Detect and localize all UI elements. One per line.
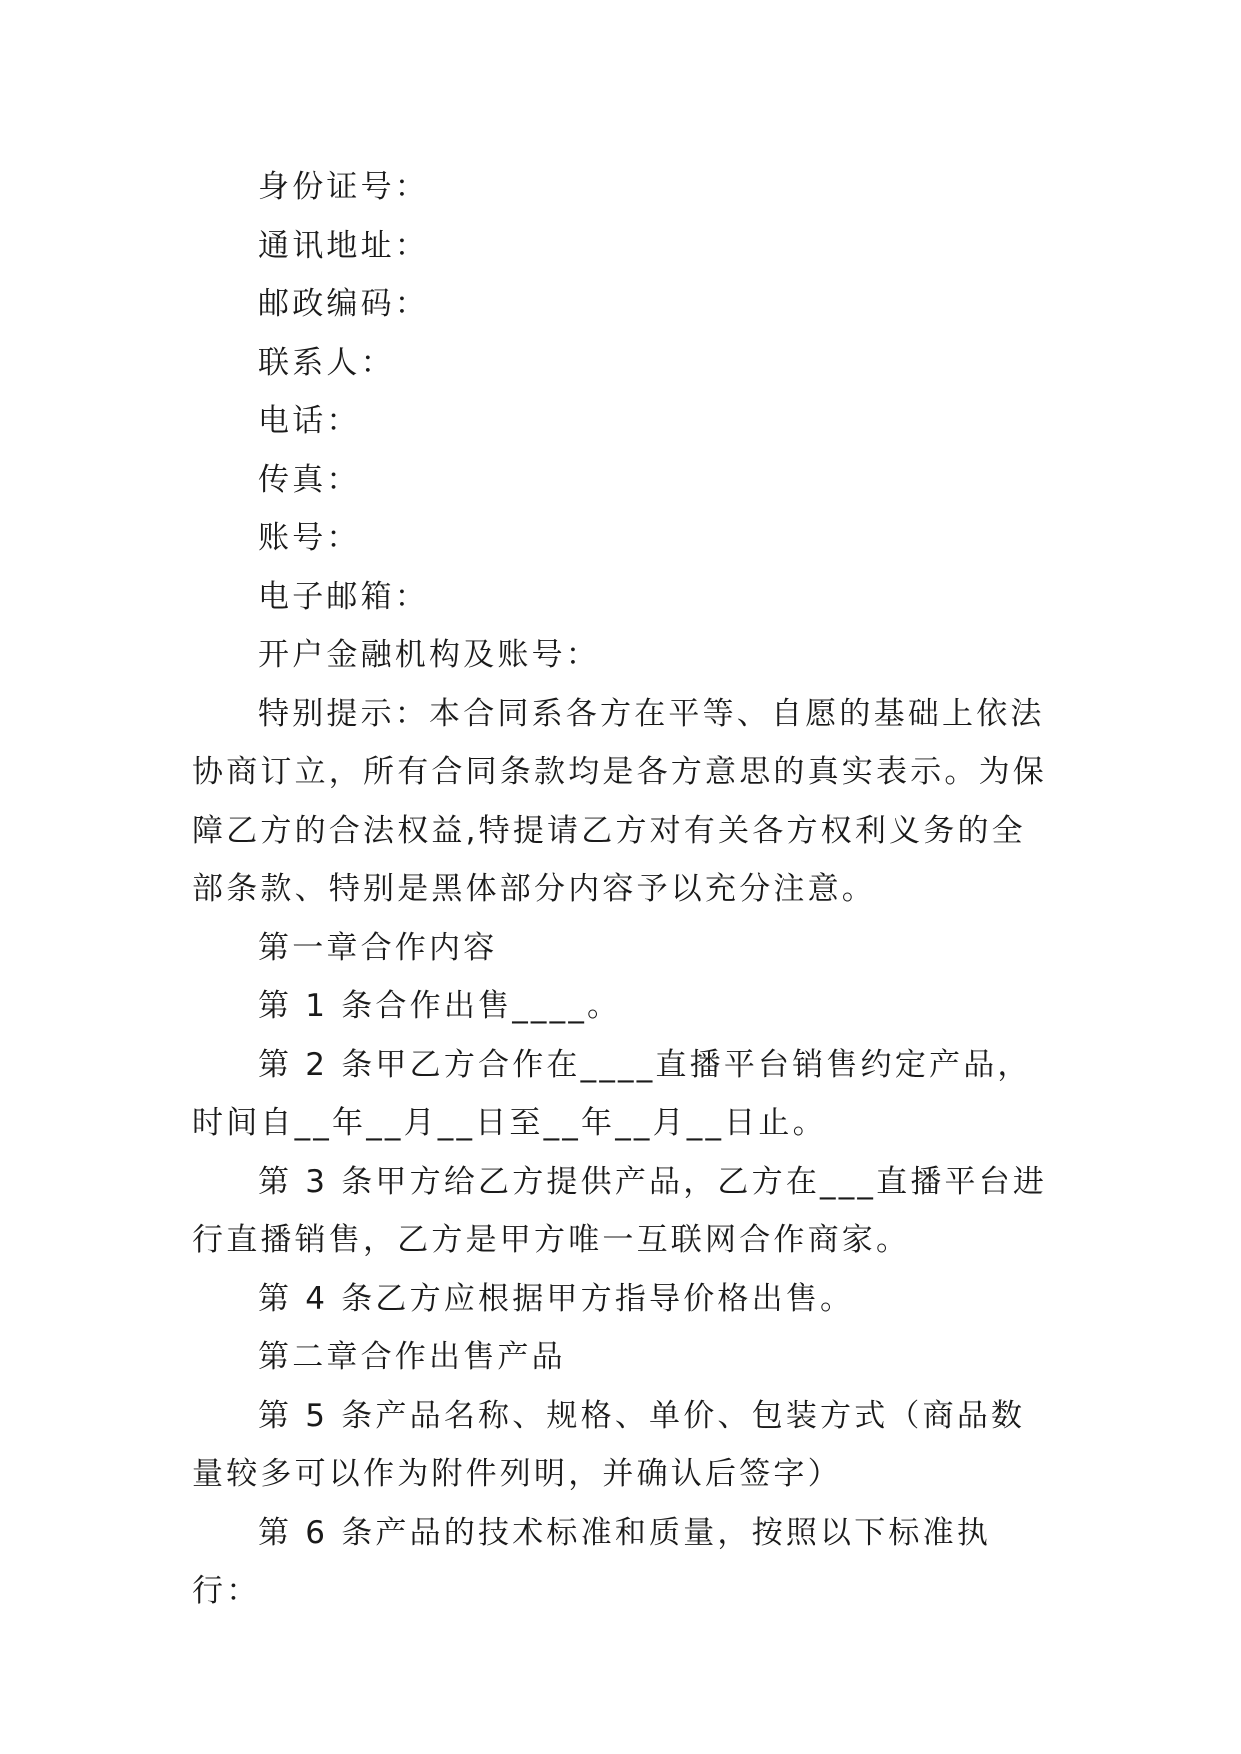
- chapter-1-heading: 第一章合作内容: [258, 929, 498, 966]
- document-page: [192, 158, 1057, 1621]
- article-1: 第 1 条合作出售____。: [258, 988, 622, 1024]
- article-6: 第 6 条产品的技术标准和质量，按照以下标准执行：: [192, 1514, 992, 1609]
- postal-code-field-label: 邮政编码：: [258, 286, 429, 322]
- article-4: 第 4 条乙方应根据甲方指导价格出售。: [258, 1280, 855, 1317]
- bank-account-field-label: 开户金融机构及账号：: [258, 637, 600, 673]
- account-field-label: 账号：: [258, 520, 361, 556]
- fax-field-label: 传真：: [258, 461, 361, 498]
- id-number-field-label: 身份证号：: [258, 169, 429, 205]
- article-2: 第 2 条甲乙方合作在____直播平台销售约定产品，时间自__年__月__日至__年__月__日止。: [192, 1046, 1032, 1141]
- contact-person-field-label: 联系人：: [258, 344, 395, 381]
- article-5: 第 5 条产品名称、规格、单价、包装方式（商品数量较多可以作为附件列明，并确认后签字）: [192, 1397, 1026, 1492]
- phone-field-label: 电话：: [258, 403, 361, 439]
- chapter-2-heading: 第二章合作出售产品: [258, 1339, 566, 1375]
- email-field-label: 电子邮箱：: [258, 578, 429, 615]
- mailing-address-field-label: 通讯地址：: [258, 227, 429, 264]
- special-notice-paragraph: 特别提示：本合同系各方在平等、自愿的基础上依法协商订立，所有合同条款均是各方意思的真实表示。为保障乙方的合法权益,特提请乙方对有关各方权利义务的全部条款、特别是黑体部分内容予以充分注意。: [192, 695, 1047, 907]
- article-3: 第 3 条甲方给乙方提供产品，乙方在___直播平台进行直播销售，乙方是甲方唯一互联网合作商家。: [192, 1163, 1048, 1258]
